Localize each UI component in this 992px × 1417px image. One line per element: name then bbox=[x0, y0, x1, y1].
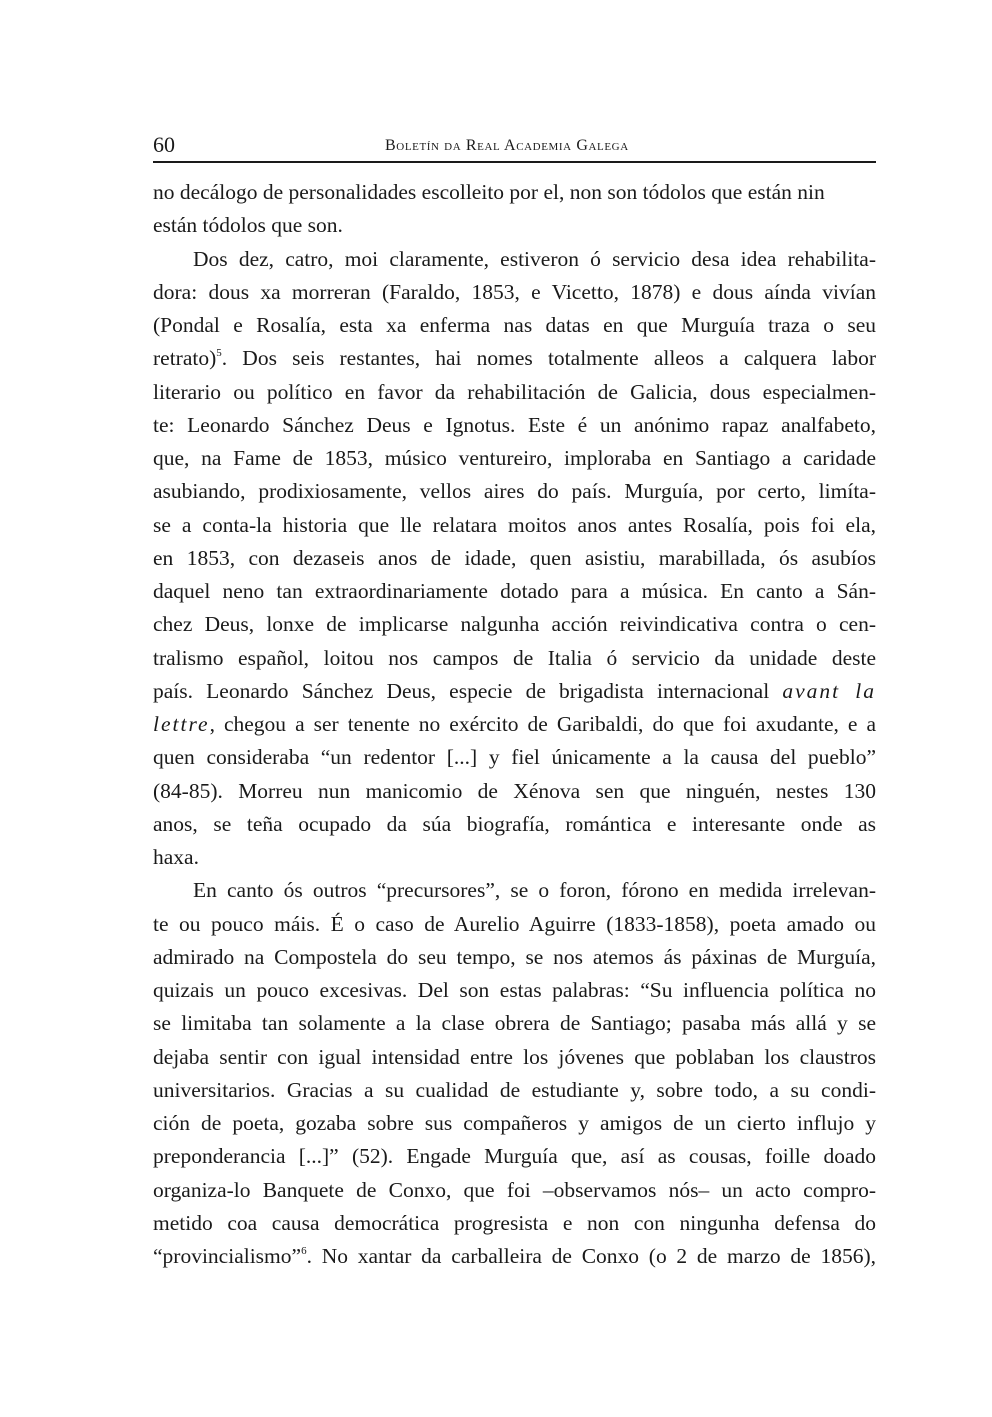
text-line: En canto ós outros “precursores”, se o foron, fórono en medida irrelevan- bbox=[193, 878, 876, 903]
body-text bbox=[153, 176, 876, 1273]
text-line: universitarios. Gracias a su cualidad de estudiante y, sobre todo, a su condi- bbox=[153, 1077, 876, 1102]
text-line: haxa. bbox=[153, 845, 199, 869]
text-line: organiza-lo Banquete de Conxo, que foi –observamos nós– un acto compro- bbox=[153, 1177, 876, 1202]
text-line: (Pondal e Rosalía, esta xa enferma nas datas en que Murguía traza o seu bbox=[153, 313, 876, 337]
footnote-ref: 6 bbox=[301, 1245, 307, 1257]
text-line: admirado na Compostela do seu tempo, se nos atemos ás páxinas de Murguía, bbox=[153, 944, 876, 969]
text-line: te: Leonardo Sánchez Deus e Ignotus. Este é un anónimo rapaz analfabeto, bbox=[153, 412, 876, 437]
text-line: están tódolos que son. bbox=[153, 213, 343, 238]
text-line: no decálogo de personalidades escolleito por el, non son tódolos que están nin bbox=[153, 180, 825, 204]
text-line: dora: dous xa morreran (Faraldo, 1853, e Vicetto, 1878) e dous aínda vivían bbox=[153, 279, 876, 304]
text-line: preponderancia [...]” (52). Engade Murguía que, así as cousas, foille doado bbox=[153, 1144, 876, 1169]
text-line: se limitaba tan solamente a la clase obrera de Santiago; pasaba más allá y se bbox=[153, 1011, 876, 1036]
text-line: quizais un pouco excesivas. Del son estas palabras: “Su influencia política no bbox=[153, 978, 876, 1002]
text-line: Dos dez, catro, moi claramente, estiveron ó servicio desa idea rehabilita- bbox=[193, 246, 876, 271]
text-line: tralismo español, loitou nos campos de Italia ó servicio da unidade deste bbox=[153, 645, 876, 670]
text-line bbox=[153, 708, 876, 741]
text-line: metido coa causa democrática progresista e non con ningunha defensa do bbox=[153, 1210, 876, 1235]
text-line bbox=[153, 675, 876, 708]
text-line: daquel neno tan extraordinariamente dotado para a música. En canto a Sán- bbox=[153, 579, 876, 603]
text-line: asubiando, prodixiosamente, vellos aires do país. Murguía, por certo, limíta- bbox=[153, 479, 876, 504]
text-line: literario ou político en favor da rehabilitación de Galicia, dous especialmen- bbox=[153, 379, 876, 404]
footnote-ref: 5 bbox=[216, 347, 222, 360]
text-line: ción de poeta, gozaba sobre sus compañeros y amigos de un cierto influjo y bbox=[153, 1111, 876, 1135]
text-fragment: “provincialismo” bbox=[153, 1244, 302, 1268]
text-line: que, na Fame de 1853, músico ventureiro, imploraba en Santiago a caridade bbox=[153, 446, 876, 470]
text-fragment: . No xantar da carballeira de Conxo (o 2 de marzo de 1856), bbox=[306, 1244, 876, 1268]
text-line bbox=[153, 1240, 876, 1273]
text-line: dejaba sentir con igual intensidad entre los jóvenes que poblaban los claustros bbox=[153, 1044, 876, 1069]
text-fragment: . Dos seis restantes, hai nomes totalmente alleos a calquera labor bbox=[221, 346, 876, 371]
text-fragment: retrato) bbox=[153, 346, 217, 371]
text-line: chez Deus, lonxe de implicarse nalgunha acción reivindicativa contra o cen- bbox=[153, 612, 876, 637]
text-line: se a conta-la historia que lle relatara moitos anos antes Rosalía, pois foi ela, bbox=[153, 512, 876, 537]
running-header bbox=[153, 131, 876, 161]
text-line: en 1853, con dezaseis anos de idade, quen asistiu, marabillada, ós asubíos bbox=[153, 545, 876, 570]
text-line bbox=[153, 342, 876, 375]
italic-phrase: lettre bbox=[153, 712, 210, 736]
text-fragment: país. Leonardo Sánchez Deus, especie de brigadista internacional bbox=[153, 678, 770, 703]
italic-phrase: avant la bbox=[782, 678, 876, 703]
text-fragment: , chegou a ser tenente no exército de Garibaldi, do que foi axudante, e a bbox=[209, 712, 876, 736]
running-title: Boletín da Real Academia Galega bbox=[385, 137, 629, 154]
header-rule bbox=[153, 161, 876, 163]
text-line: te ou pouco máis. É o caso de Aurelio Aguirre (1833-1858), poeta amado ou bbox=[153, 911, 876, 936]
text-line: quen consideraba “un redentor [...] y fiel únicamente a la causa del pueblo” bbox=[153, 745, 876, 770]
text-line: anos, se teña ocupado da súa biografía, romántica e interesante onde as bbox=[153, 811, 876, 836]
page-number: 60 bbox=[153, 132, 175, 157]
text-line: (84-85). Morreu nun manicomio de Xénova sen que ninguén, nestes 130 bbox=[153, 778, 876, 803]
